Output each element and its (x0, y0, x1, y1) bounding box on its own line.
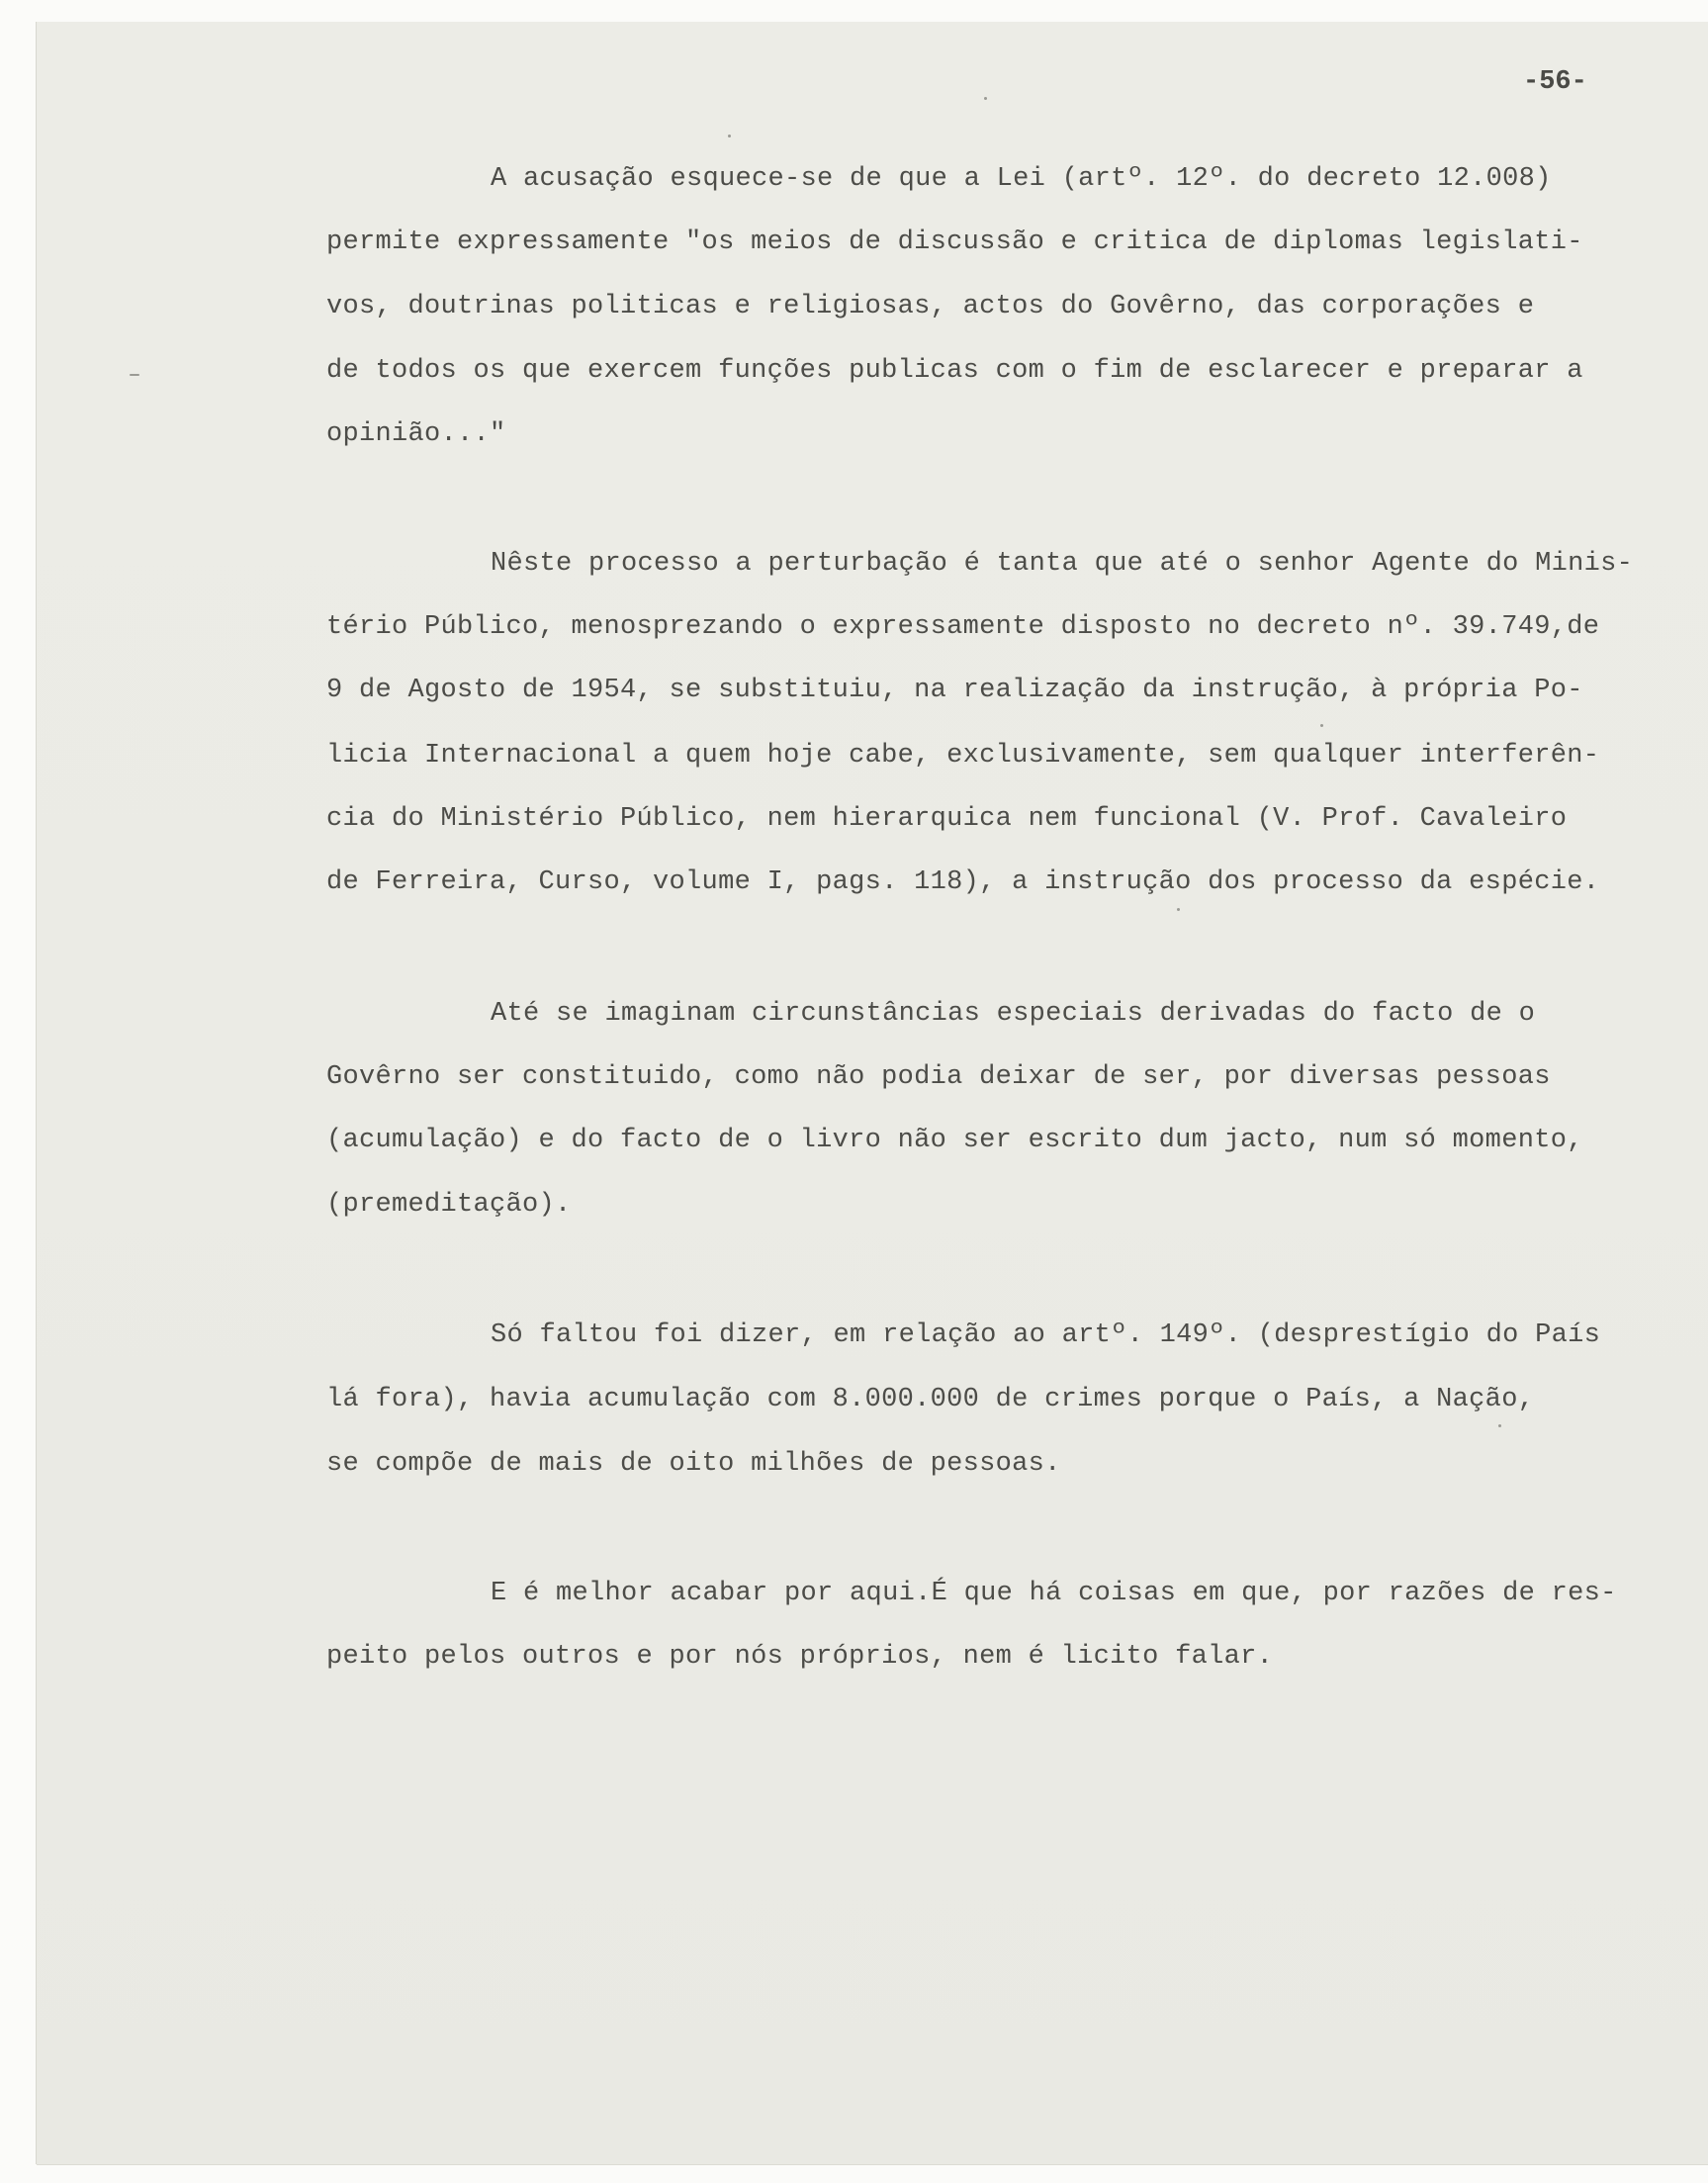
paper-speck (728, 135, 731, 137)
paragraph-1-line-4: de todos os que exercem funções publicas com o fim de esclarecer e preparar a (326, 356, 1583, 386)
paragraph-2-line-3: 9 de Agosto de 1954, se substituiu, na realização da instrução, à própria Po- (326, 676, 1583, 705)
paragraph-2-line-1: Nêste processo a perturbação é tanta que até o senhor Agente do Minis- (491, 549, 1634, 579)
paragraph-1-line-1: A acusação esquece-se de que a Lei (artº. 12º. do decreto 12.008) (491, 164, 1552, 194)
paragraph-3-line-3: (acumulação) e do facto de o livro não ser escrito dum jacto, num só momento, (326, 1126, 1583, 1155)
paragraph-5-line-1: E é melhor acabar por aqui.É que há coisas em que, por razões de res- (491, 1579, 1617, 1608)
paper-speck (1498, 1424, 1501, 1427)
paragraph-2-line-4: licia Internacional a quem hoje cabe, exclusivamente, sem qualquer interferên- (326, 741, 1600, 771)
paragraph-5-line-2: peito pelos outros e por nós próprios, nem é licito falar. (326, 1642, 1274, 1672)
paragraph-1-line-2: permite expressamente "os meios de discussão e critica de diplomas legislati- (326, 227, 1583, 257)
paragraph-2-line-5: cia do Ministério Público, nem hierarquica nem funcional (V. Prof. Cavaleiro (326, 804, 1568, 834)
paper-speck (984, 97, 987, 100)
paper-speck (1320, 724, 1323, 727)
paper-mark (130, 374, 139, 376)
paragraph-1-line-3: vos, doutrinas politicas e religiosas, actos do Govêrno, das corporações e (326, 292, 1535, 321)
paragraph-2-line-6: de Ferreira, Curso, volume I, pags. 118), a instrução dos processo da espécie. (326, 867, 1600, 897)
paragraph-3-line-4: (premeditação). (326, 1190, 572, 1220)
paper-speck (1177, 908, 1180, 911)
paragraph-4-line-3: se compõe de mais de oito milhões de pessoas. (326, 1449, 1061, 1479)
paragraph-2-line-2: tério Público, menosprezando o expressamente disposto no decreto nº. 39.749,de (326, 612, 1600, 642)
page-number: -56- (1523, 67, 1587, 97)
paragraph-3-line-1: Até se imaginam circunstâncias especiais derivadas do facto de o (491, 999, 1536, 1029)
paragraph-4-line-2: lá fora), havia acumulação com 8.000.000 de crimes porque o País, a Nação, (326, 1385, 1535, 1414)
paragraph-3-line-2: Govêrno ser constituido, como não podia deixar de ser, por diversas pessoas (326, 1062, 1551, 1092)
paragraph-1-line-5: opinião..." (326, 419, 506, 449)
paragraph-4-line-1: Só faltou foi dizer, em relação ao artº. 149º. (desprestígio do País (491, 1320, 1601, 1350)
